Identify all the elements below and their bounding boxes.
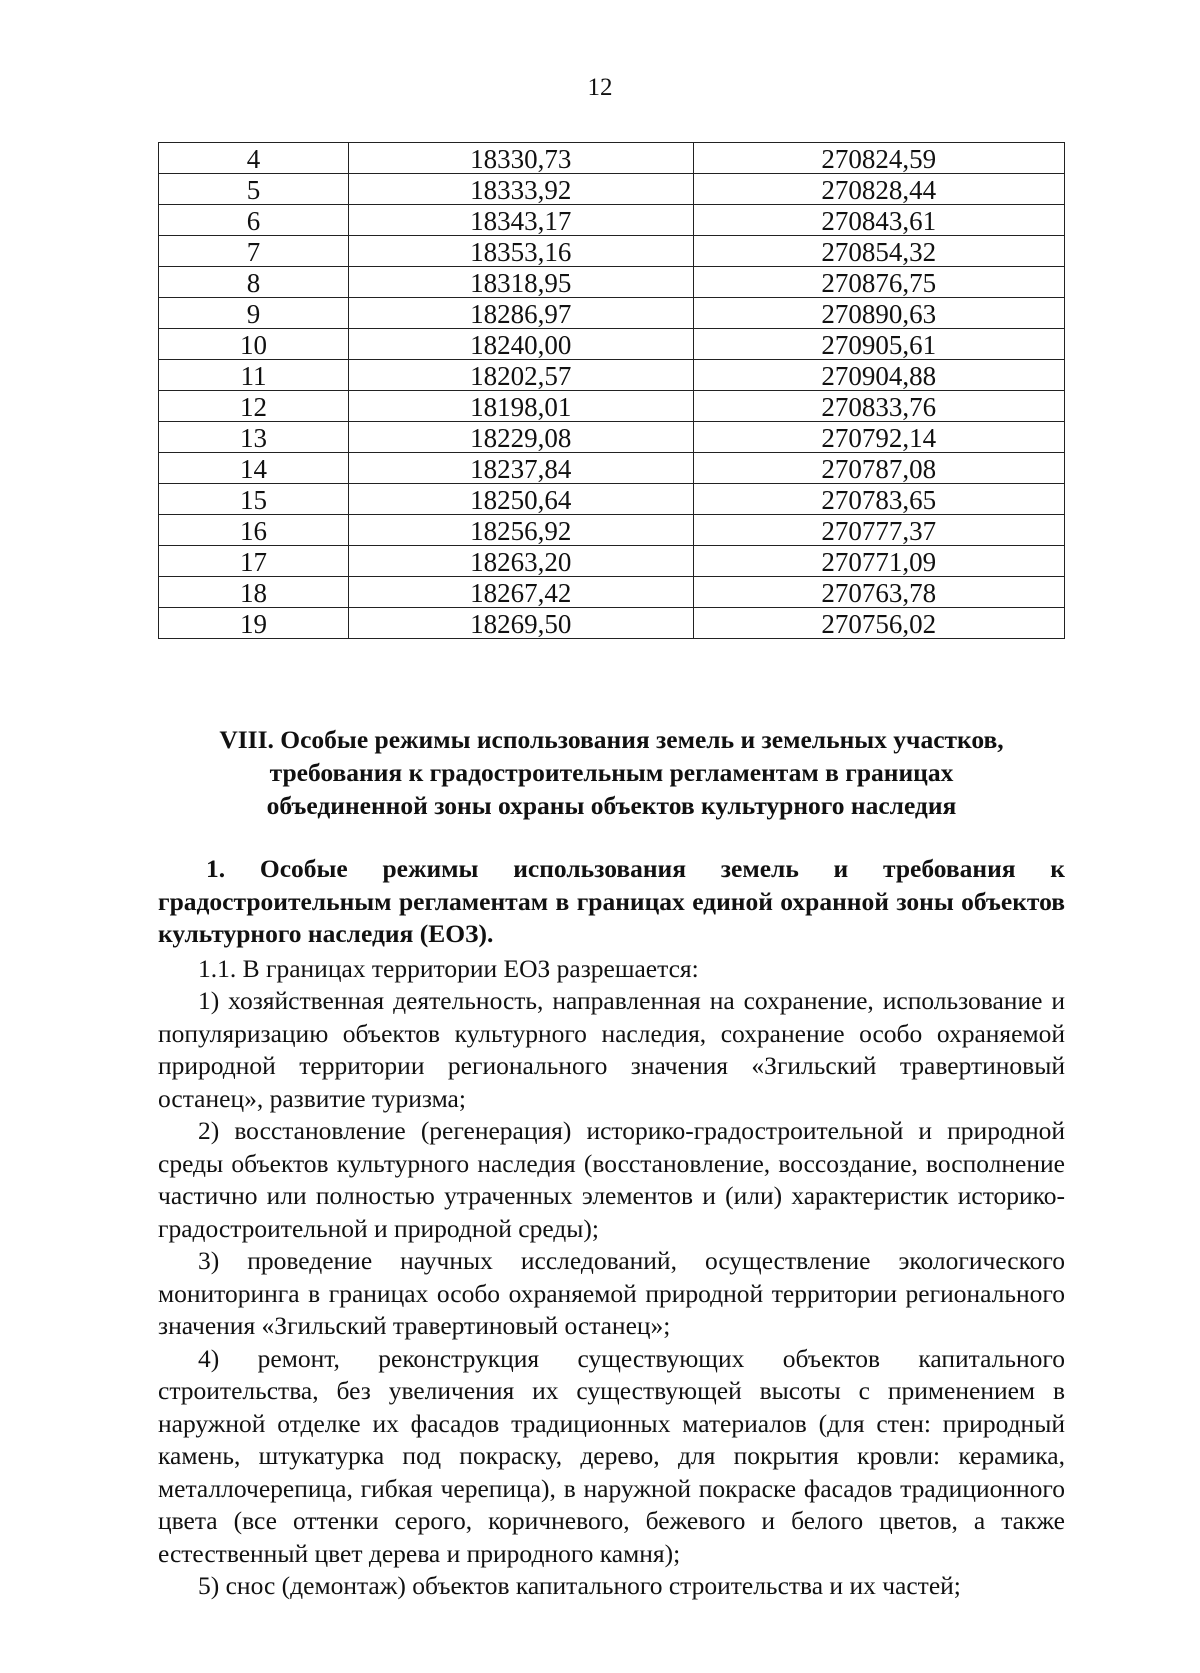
x-coordinate-cell: 18343,17 [349, 205, 694, 236]
section-title-line: объединенной зоны охраны объектов культурного наследия [266, 791, 957, 820]
subsection-heading: 1. Особые режимы использования земель и требования к градостроительным регламентам в границах единой охранной зоны объектов культурного наследия (ЕОЗ). [158, 854, 1065, 948]
list-item: 4) ремонт, реконструкция существующих объектов капитального строительства, без увеличения их существующей высоты с применением в наружной отделке их фасадов традиционных материалов (для стен: природный камень, штукатурка под покраску, дерево, для покрытия кровли: керамика, металлочерепица, гибкая черепица), в наружной покраске фасадов традиционного цвета (все оттенки серого, коричневого, бежевого и белого цветов, а также естественный цвет дерева и природного камня); [158, 1343, 1065, 1568]
y-coordinate-cell: 270763,78 [693, 577, 1064, 608]
x-coordinate-cell: 18237,84 [349, 453, 694, 484]
x-coordinate-cell: 18318,95 [349, 267, 694, 298]
y-coordinate-cell: 270771,09 [693, 546, 1064, 577]
x-coordinate-cell: 18263,20 [349, 546, 694, 577]
y-coordinate-cell: 270843,61 [693, 205, 1064, 236]
list-item: 3) проведение научных исследований, осуществление экологического мониторинга в границах особо охраняемой природной территории регионального значения «Згильский травертиновый останец»; [158, 1246, 1065, 1340]
paragraph-1-1: 1.1. В границах территории ЕОЗ разрешается: [198, 953, 699, 983]
point-number-cell: 4 [159, 143, 349, 174]
list-item: 2) восстановление (регенерация) историко-градостроительной и природной среды объектов культурного наследия (восстановление, воссоздание, восполнение частично или полностью утраченных элементов и (или) характеристик историко-градостроительной и природной среды); [158, 1116, 1065, 1243]
table-row [159, 422, 1065, 453]
x-coordinate-cell: 18333,92 [349, 174, 694, 205]
y-coordinate-cell: 270854,32 [693, 236, 1064, 267]
y-coordinate-cell: 270756,02 [693, 608, 1064, 639]
table-row [159, 608, 1065, 639]
table-row [159, 577, 1065, 608]
x-coordinate-cell: 18353,16 [349, 236, 694, 267]
point-number-cell: 10 [159, 329, 349, 360]
coordinates-table-body [159, 143, 1065, 639]
point-number-cell: 15 [159, 484, 349, 515]
table-row [159, 515, 1065, 546]
coordinates-table [158, 142, 1065, 639]
section-title [158, 723, 1065, 822]
table-row [159, 236, 1065, 267]
x-coordinate-cell: 18198,01 [349, 391, 694, 422]
point-number-cell: 17 [159, 546, 349, 577]
x-coordinate-cell: 18250,64 [349, 484, 694, 515]
x-coordinate-cell: 18269,50 [349, 608, 694, 639]
y-coordinate-cell: 270905,61 [693, 329, 1064, 360]
point-number-cell: 12 [159, 391, 349, 422]
table-row [159, 267, 1065, 298]
list-item: 5) снос (демонтаж) объектов капитального строительства и их частей; [198, 1571, 961, 1600]
y-coordinate-cell: 270876,75 [693, 267, 1064, 298]
list-item: 1) хозяйственная деятельность, направленная на сохранение, использование и популяризацию объектов культурного наследия, сохранение особо охраняемой природной территории регионального значения «Згильский травертиновый останец», развитие туризма; [158, 986, 1065, 1113]
point-number-cell: 13 [159, 422, 349, 453]
x-coordinate-cell: 18229,08 [349, 422, 694, 453]
x-coordinate-cell: 18256,92 [349, 515, 694, 546]
y-coordinate-cell: 270787,08 [693, 453, 1064, 484]
section-title-line: VIII. Особые режимы использования земель и земельных участков, [219, 725, 1004, 754]
x-coordinate-cell: 18267,42 [349, 577, 694, 608]
point-number-cell: 6 [159, 205, 349, 236]
table-row [159, 391, 1065, 422]
y-coordinate-cell: 270777,37 [693, 515, 1064, 546]
section-title-line: требования к градостроительным регламентам в границах [269, 758, 954, 787]
table-row [159, 205, 1065, 236]
x-coordinate-cell: 18240,00 [349, 329, 694, 360]
x-coordinate-cell: 18286,97 [349, 298, 694, 329]
point-number-cell: 14 [159, 453, 349, 484]
page-number: 12 [587, 74, 613, 101]
y-coordinate-cell: 270904,88 [693, 360, 1064, 391]
point-number-cell: 9 [159, 298, 349, 329]
point-number-cell: 16 [159, 515, 349, 546]
y-coordinate-cell: 270824,59 [693, 143, 1064, 174]
y-coordinate-cell: 270783,65 [693, 484, 1064, 515]
x-coordinate-cell: 18202,57 [349, 360, 694, 391]
table-row [159, 484, 1065, 515]
y-coordinate-cell: 270792,14 [693, 422, 1064, 453]
point-number-cell: 7 [159, 236, 349, 267]
point-number-cell: 8 [159, 267, 349, 298]
y-coordinate-cell: 270828,44 [693, 174, 1064, 205]
x-coordinate-cell: 18330,73 [349, 143, 694, 174]
table-row [159, 453, 1065, 484]
y-coordinate-cell: 270890,63 [693, 298, 1064, 329]
body-text [158, 853, 1065, 1603]
y-coordinate-cell: 270833,76 [693, 391, 1064, 422]
point-number-cell: 18 [159, 577, 349, 608]
table-row [159, 329, 1065, 360]
point-number-cell: 11 [159, 360, 349, 391]
point-number-cell: 5 [159, 174, 349, 205]
table-row [159, 360, 1065, 391]
table-row [159, 174, 1065, 205]
table-row [159, 298, 1065, 329]
point-number-cell: 19 [159, 608, 349, 639]
table-row [159, 143, 1065, 174]
table-row [159, 546, 1065, 577]
